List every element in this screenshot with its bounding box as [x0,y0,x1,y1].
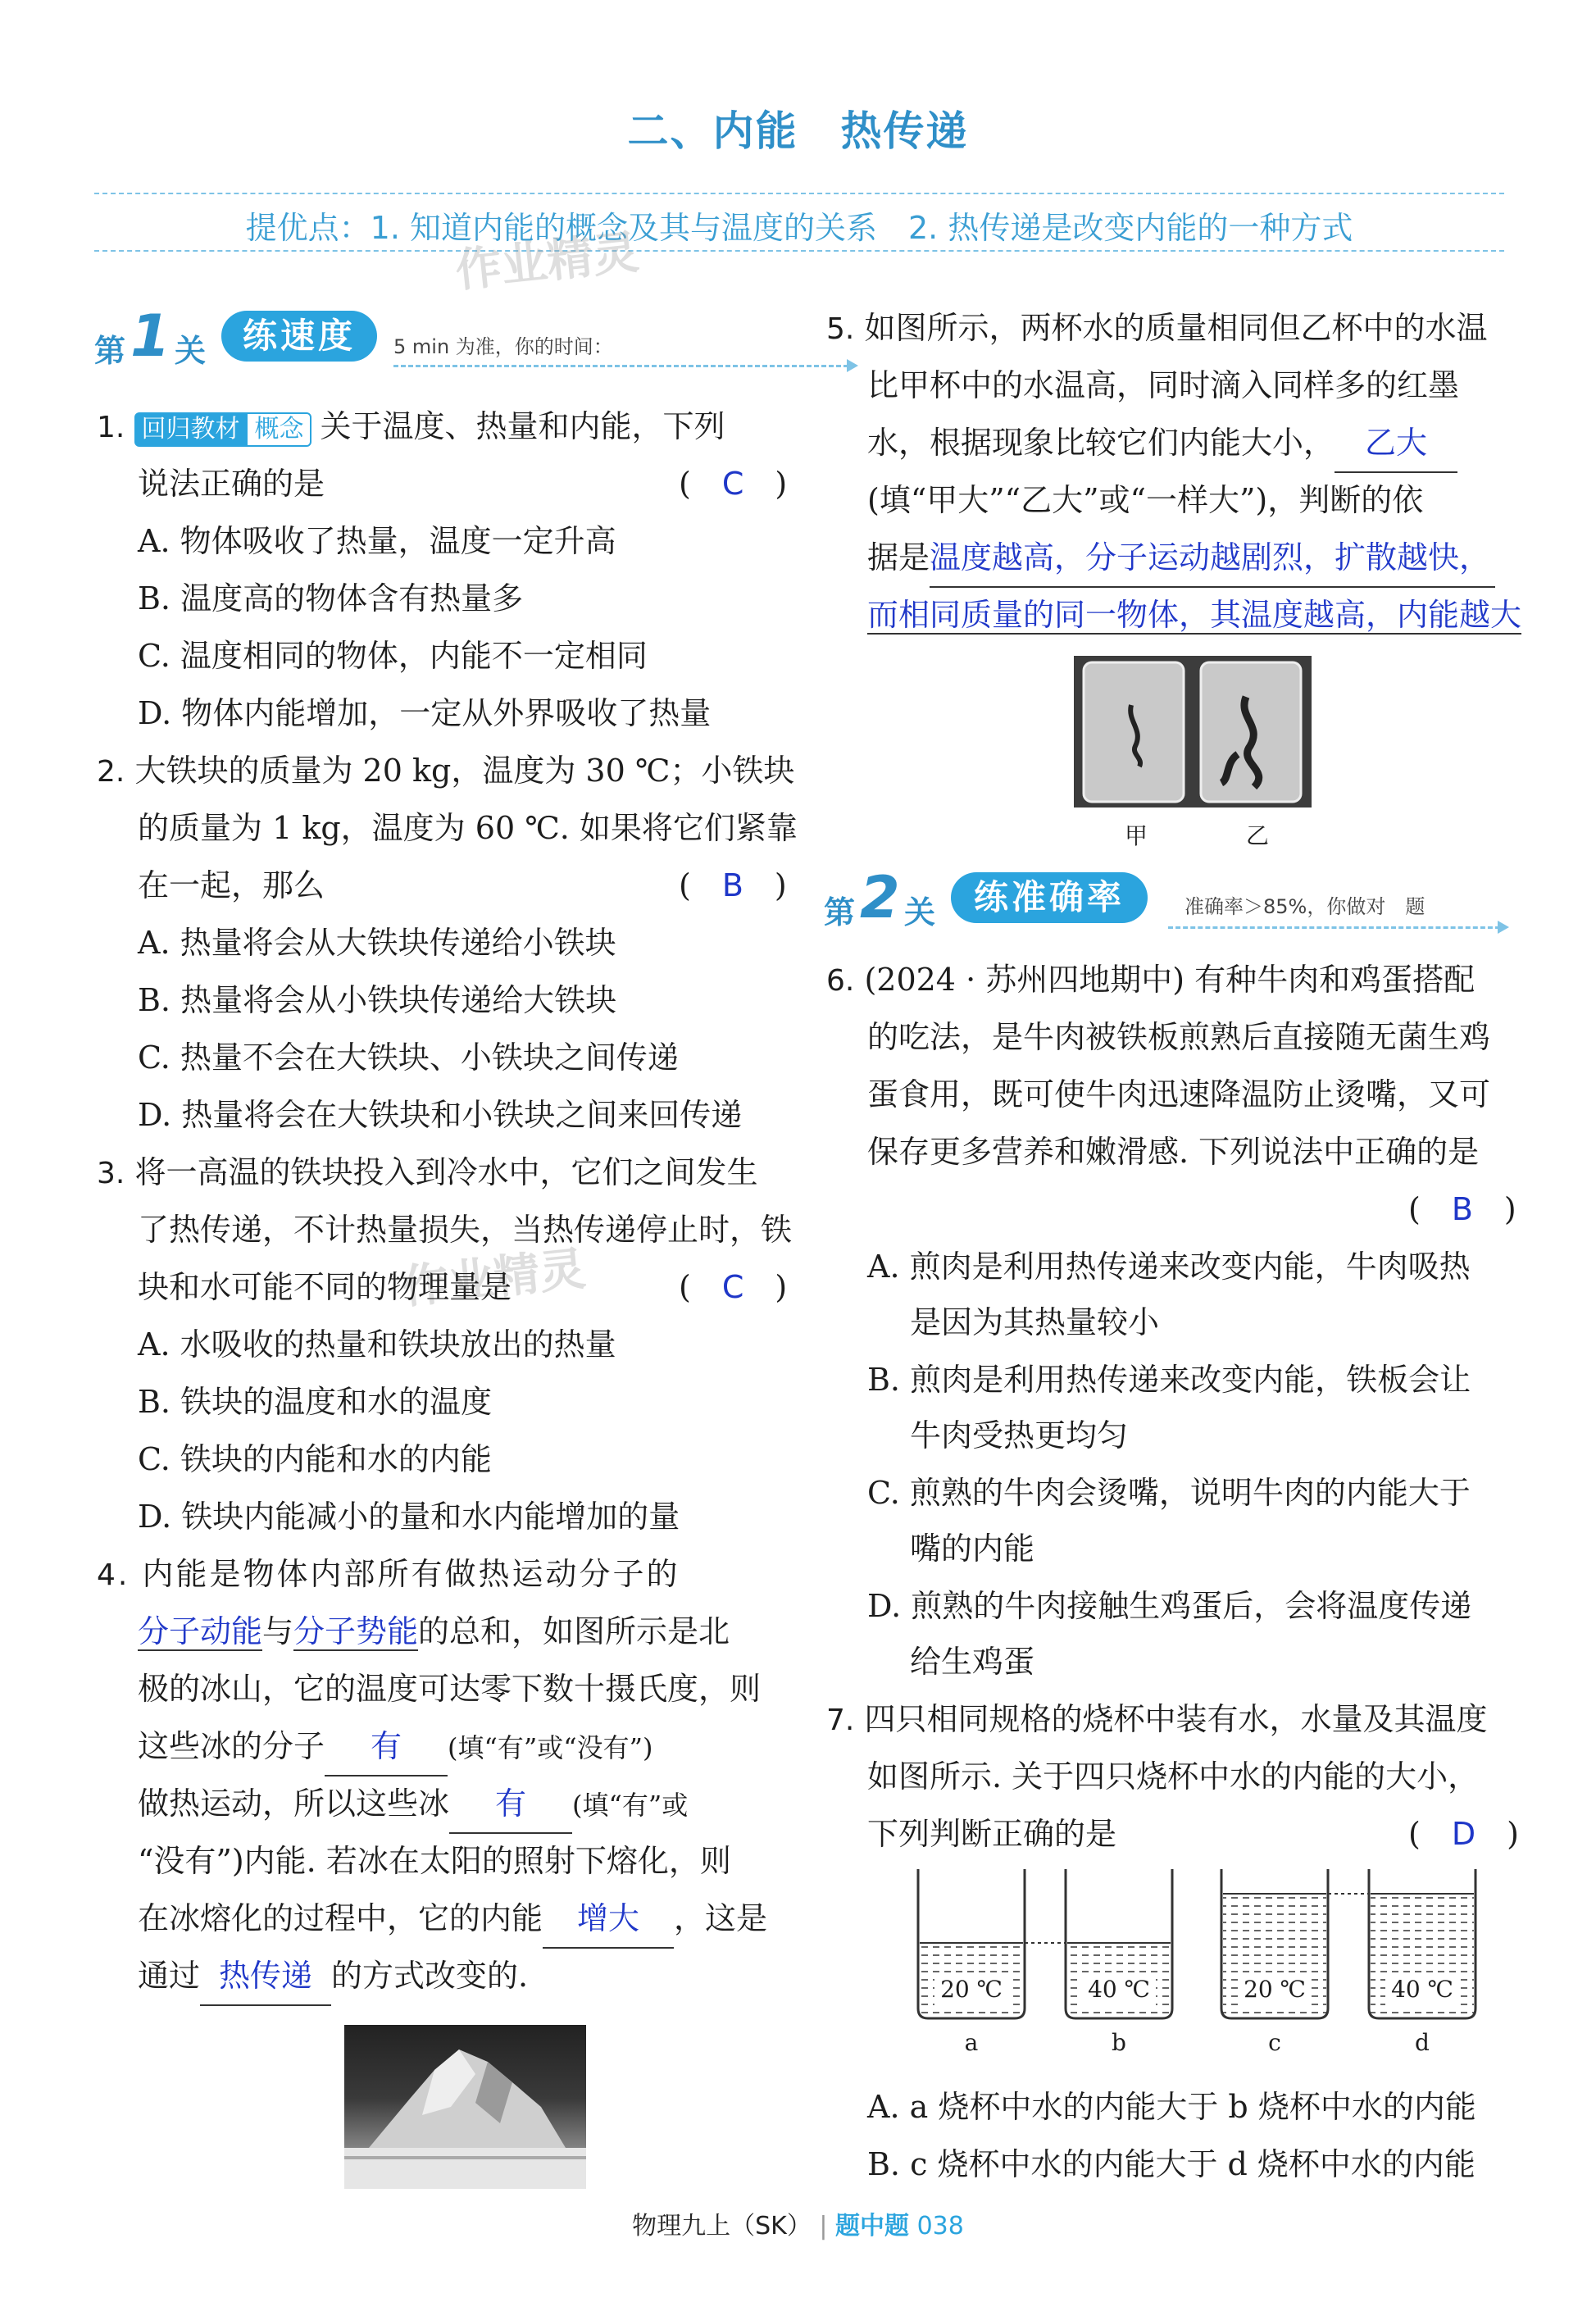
q6-line4: 保存更多营养和嫩滑感. 下列说法中正确的是 [867,1134,1480,1170]
beaker-caption-yi: 乙 [1246,822,1270,849]
q6-option-c: C. 煎熟的牛肉会烫嘴，说明牛肉的内能大于 [867,1475,1471,1511]
footer-book: 物理九上（SK） [632,2212,812,2240]
page-title: 二、内能 热传递 [627,107,969,155]
section1-note: 5 min 为准，你的时间： [393,335,613,358]
q7-line2: 如图所示. 关于四只烧杯中水的内能的大小， [867,1758,1480,1795]
q4-blank-1: 分子动能 [138,1613,263,1649]
footer-brand: 题中题 [835,2212,910,2240]
q4-line2: 分子动能与分子势能的总和，如图所示是北 [138,1613,730,1649]
q7-line1: 7. 四只相同规格的烧杯中装有水，水量及其温度 [826,1701,1488,1737]
q4-blank-6: 热传递 [200,1947,331,2006]
watermark-2: 作业精灵 [399,1242,589,1315]
q4-line6: “没有”)内能. 若冰在太阳的照射下熔化，则 [138,1843,731,1879]
q4-line4: 这些冰的分子 有 (填“有”或“没有”) [138,1717,652,1776]
q1-tag-concept: 概念 [246,412,311,447]
beaker-b-temp: 40 ℃ [1088,1976,1150,2003]
q3-answer: ( C ) [679,1269,788,1305]
iceberg-photo [344,2025,586,2189]
q6-line3: 蛋食用，既可使牛肉迅速降温防止烫嘴，又可 [867,1076,1491,1112]
section2-dashline [1168,926,1500,929]
section1-arrow-icon [847,359,858,372]
q6-answer: ( B ) [1408,1191,1516,1227]
q2-option-c: C. 热量不会在大铁块、小铁块之间传递 [138,1039,679,1076]
section1-pill: 练速度 [221,311,377,362]
q4-line1: 4. 内能是物体内部所有做热运动分子的 [97,1556,680,1592]
q4-blank-3: 有 [325,1717,448,1776]
iceberg-icon [344,2025,586,2189]
q4-blank-5: 增大 [543,1890,674,1949]
q1-option-b: B. 温度高的物体含有热量多 [138,580,524,616]
q6-option-a: A. 煎肉是利用热传递来改变内能，牛肉吸热 [867,1249,1471,1285]
section2-header [824,864,1512,931]
tip-text: 提优点：1. 知道内能的概念及其与温度的关系 2. 热传递是改变内能的一种方式 [245,210,1353,246]
q3-option-a: A. 水吸收的热量和铁块放出的热量 [138,1326,616,1362]
section1-number: 1 [130,303,171,370]
q2-option-b: B. 热量将会从小铁块传递给大铁块 [138,982,617,1018]
ink-beakers-icon [1074,656,1312,807]
q6-option-d-cont: 给生鸡蛋 [910,1644,1035,1680]
q6-option-b-cont: 牛肉受热更均匀 [910,1417,1129,1453]
section1-prefix: 第 [94,333,126,369]
section1-suffix: 关 [175,333,207,369]
q3-option-b: B. 铁块的温度和水的温度 [138,1384,493,1420]
q5-line6 [867,586,1521,644]
q4-line7: 在冰熔化的过程中，它的内能 增大 ，这是 [138,1890,767,1949]
q4-blank-2: 分子势能 [293,1613,419,1649]
beaker-d-temp: 40 ℃ [1391,1976,1453,2003]
q6-option-b: B. 煎肉是利用热传递来改变内能，铁板会让 [867,1362,1471,1398]
section2-prefix: 第 [824,894,856,930]
q5-blank-2-cont: 而相同质量的同一物体，其温度越高，内能越大 [867,597,1522,633]
q6-option-a-cont: 是因为其热量较小 [910,1304,1160,1340]
q5-blank-1: 乙大 [1335,414,1457,473]
q4-line5: 做热运动，所以这些冰 有 (填“有”或 [138,1775,688,1834]
q2-option-d: D. 热量将会在大铁块和小铁块之间来回传递 [138,1097,743,1133]
beaker-c-label: c [1268,2029,1281,2056]
q3-line1: 3. 将一高温的铁块投入到冷水中，它们之间发生 [97,1154,758,1190]
q5-line5: 据是温度越高，分子运动越剧烈，扩散越快， [867,529,1495,588]
beaker-c-temp: 20 ℃ [1244,1976,1306,2003]
q3-option-c: C. 铁块的内能和水的内能 [138,1441,492,1477]
q2-line3: 在一起，那么 [138,867,325,903]
beakers-diagram [910,1861,1484,2074]
q1-line1: 1. 回归教材 概念 关于温度、热量和内能，下列 [97,398,725,457]
section2-note: 准确率＞85%，你做对 题 [1184,895,1425,918]
q4-blank-4: 有 [449,1775,572,1834]
q3-option-d: D. 铁块内能减小的量和水内能增加的量 [138,1499,680,1535]
q4-line8: 通过 热传递 的方式改变的. [138,1947,528,2006]
section1-header [94,303,783,370]
page-footer: 物理九上（SK） | 题中题 038 [632,2212,964,2240]
beaker-caption-jia: 甲 [1125,822,1148,849]
q5-line4: (填“甲大”“乙大”或“一样大”)，判断的依 [867,482,1424,518]
q7-line3: 下列判断正确的是 [867,1816,1117,1852]
q7-option-b: B. c 烧杯中水的内能大于 d 烧杯中水的内能 [867,2146,1476,2182]
beaker-d-label: d [1415,2029,1430,2056]
q5-line3: 水，根据现象比较它们内能大小， 乙大 [867,414,1457,473]
ink-beaker-photo [1074,656,1312,807]
q7-answer: ( D ) [1408,1816,1519,1852]
q7-option-a: A. a 烧杯中水的内能大于 b 烧杯中水的内能 [867,2089,1476,2125]
q1-line2: 说法正确的是 [138,466,325,502]
q5-line2: 比甲杯中的水温高，同时滴入同样多的红墨 [867,367,1460,403]
section1-dashline [393,365,848,367]
beaker-b-label: b [1112,2029,1126,2056]
q2-line1: 2. 大铁块的质量为 20 kg，温度为 30 ℃；小铁块 [97,753,795,789]
q1-option-c: C. 温度相同的物体，内能不一定相同 [138,638,648,674]
q2-line2: 的质量为 1 kg，温度为 60 ℃. 如果将它们紧靠 [138,810,798,846]
q6-line2: 的吃法，是牛肉被铁板煎熟后直接随无菌生鸡 [867,1019,1491,1055]
q5-blank-2: 温度越高，分子运动越剧烈，扩散越快， [930,529,1495,588]
page-number: 038 [916,2212,964,2240]
q3-line3: 块和水可能不同的物理量是 [138,1269,512,1305]
q1-option-a: A. 物体吸收了热量，温度一定升高 [138,523,616,559]
q1-option-d: D. 物体内能增加，一定从外界吸收了热量 [138,695,712,731]
q3-line2: 了热传递，不计热量损失，当热传递停止时，铁 [138,1212,793,1248]
section2-pill: 练准确率 [951,872,1148,923]
q6-line1: 6. (2024 · 苏州四地期中) 有种牛肉和鸡蛋搭配 [826,962,1476,998]
q1-tag-review: 回归教材 [134,412,246,447]
q2-option-a: A. 热量将会从大铁块传递给小铁块 [138,925,616,961]
beaker-a-label: a [964,2029,979,2056]
q4-line3: 极的冰山，它的温度可达零下数十摄氏度，则 [138,1671,762,1707]
q1-answer: ( C ) [679,466,788,502]
q6-option-c-cont: 嘴的内能 [910,1531,1035,1567]
watermark: 作业精灵 [452,225,642,298]
q5-line1: 5. 如图所示，两杯水的质量相同但乙杯中的水温 [826,310,1488,346]
q2-answer: ( B ) [679,867,787,903]
q6-option-d: D. 煎熟的牛肉接触生鸡蛋后，会将温度传递 [867,1588,1472,1624]
section2-number: 2 [860,864,900,931]
tip-bar [94,193,1504,252]
section2-arrow-icon [1498,921,1509,934]
beaker-a-temp: 20 ℃ [940,1976,1003,2003]
section2-suffix: 关 [904,894,936,930]
